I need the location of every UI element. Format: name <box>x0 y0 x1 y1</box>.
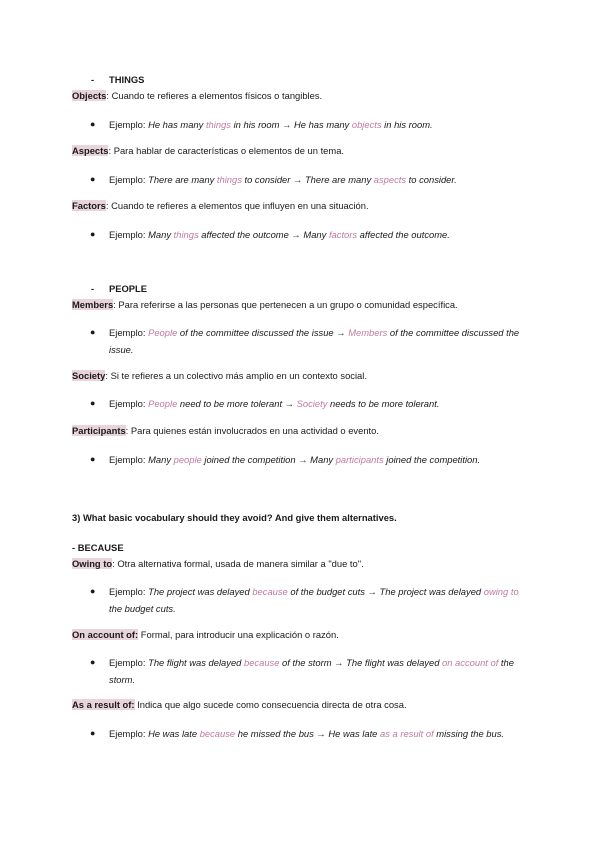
term-members: Members <box>72 299 114 310</box>
definition-factors: Factors: Cuando te refieres a elementos que influyen en una situación. <box>72 200 369 211</box>
term-society: Society <box>72 370 106 381</box>
term-participants: Participants <box>72 425 126 436</box>
definition-aspects: Aspects: Para hablar de características o elementos de un tema. <box>72 145 345 156</box>
definition-objects: Objects: Cuando te refieres a elementos físicos o tangibles. <box>72 90 323 101</box>
definition-as-a-result-of: As a result of: Indica que algo sucede como consecuencia directa de otra cosa. <box>72 699 407 710</box>
term-aspects: Aspects <box>72 145 109 156</box>
term-objects: Objects <box>72 90 107 101</box>
section-heading-things: - THINGS <box>91 74 145 85</box>
bullet-icon: ● <box>90 119 96 129</box>
term-on-account-of: On account of: <box>72 629 139 640</box>
definition-members: Members: Para referirse a las personas que pertenecen a un grupo o comunidad específica. <box>72 299 458 310</box>
section-heading-because: - BECAUSE <box>72 542 124 553</box>
bullet-icon: ● <box>90 327 96 337</box>
section-heading-people: - PEOPLE <box>91 283 148 294</box>
bullet-icon: ● <box>90 398 96 408</box>
bullet-icon: ● <box>90 454 96 464</box>
definition-owing-to: Owing to: Otra alternativa formal, usada de manera similar a "due to". <box>72 558 364 569</box>
bullet-icon: ● <box>90 174 96 184</box>
definition-on-account-of: On account of: Formal, para introducir una explicación o razón. <box>72 629 339 640</box>
document-page: - THINGS Objects: Cuando te refieres a elementos físicos o tangibles. ● Ejemplo: He has many things in his room → He has many objects in his room. Aspects: Para hablar de características o elementos de un tema. ● Ejemplo: There are many things to consider → There are many aspects to consider. Factors: Cuando te refieres a elementos que influyen en una situación. ● Ejemplo: Many things affected the outcome → Many factors affected the outcome. - PEOPLE Members: Para referirse a las personas que pertenecen a un grupo o comunidad específica. ● Ejemplo: People of the committee discussed the issue → Members of the committee discussed the issue. Society: Si te refieres a un colectivo más amplio en un contexto social. ● Ejemplo: People need to be more tolerant → Society needs to be more tolerant. Participants: Para quienes están involucrados en una actividad o evento. ● Ejemplo: Many people joined the competition → Many participants joined the competition. 3) What basic vocabulary should they avoid? And give them alternatives. - BECAUSE Owing to: Otra alternativa formal, usada de manera similar a "due to". ● Ejemplo: The project was delayed because of the budget cuts → The project was delayed owing to the budget cuts. On account of: Formal, para introducir una explicación o razón. ● Ejemplo: The flight was delayed because of the storm → The flight was delayed on account of the storm. As a result of: Indica que algo sucede como consecuencia directa de otra cosa. ● Ejemplo: He was late because he missed the bus → He was late as a result of missing the bus. <box>0 0 600 848</box>
question-heading: 3) What basic vocabulary should they avoid? And give them alternatives. <box>72 512 397 523</box>
term-factors: Factors <box>72 200 106 211</box>
term-as-a-result-of: As a result of: <box>72 699 135 710</box>
bullet-icon: ● <box>90 728 96 738</box>
bullet-icon: ● <box>90 586 96 596</box>
term-owing-to: Owing to <box>72 558 113 569</box>
bullet-icon: ● <box>90 229 96 239</box>
definition-participants: Participants: Para quienes están involucrados en una actividad o evento. <box>72 425 379 436</box>
definition-society: Society: Si te refieres a un colectivo más amplio en un contexto social. <box>72 370 367 381</box>
bullet-icon: ● <box>90 657 96 667</box>
